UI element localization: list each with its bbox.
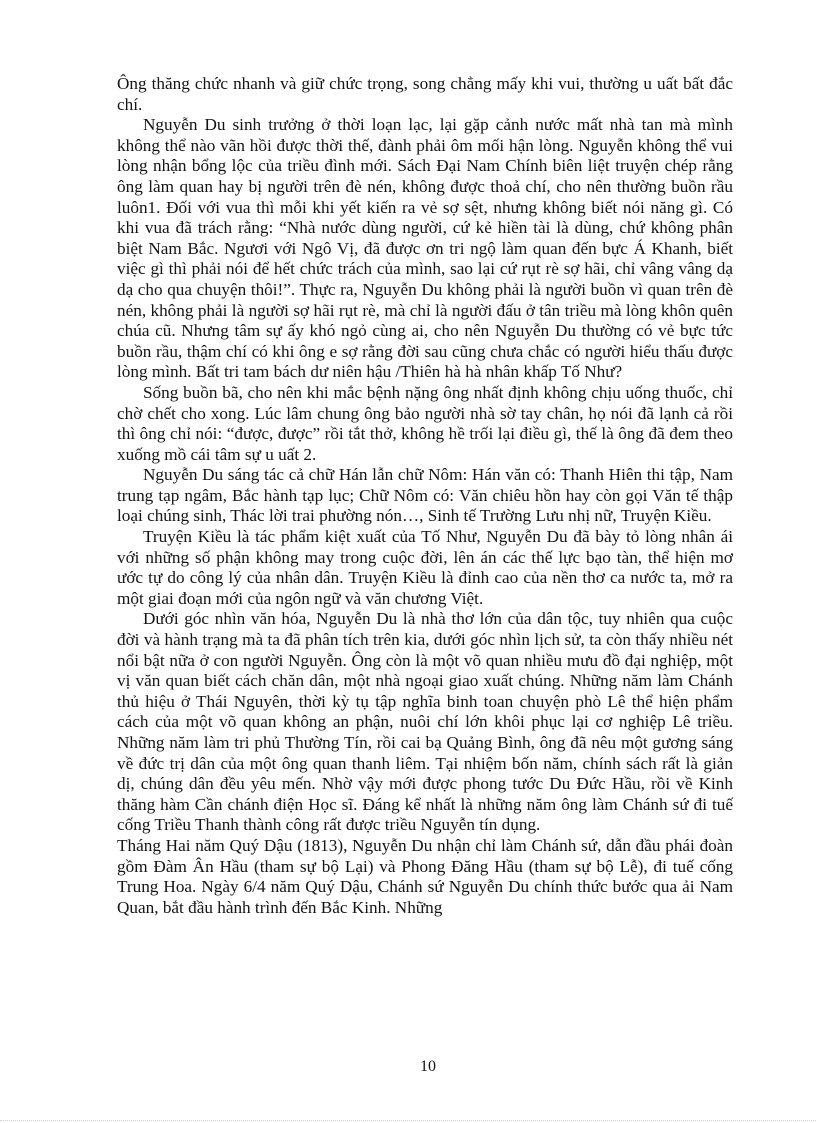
paragraph-embassy: Tháng Hai năm Quý Dậu (1813), Nguyễn Du nhận chỉ làm Chánh sứ, dẫn đầu phái đoàn gồm Đàm Ân Hầu (tham sự bộ Lại) và Phong Đăng Hầu (tham sự bộ Lễ), đi tuế cống Trung Hoa. Ngày 6/4 năm Quý Dậu, Chánh sứ Nguyễn Du chính thức bước qua ải Nam Quan, bắt đầu hành trình đến Bắc Kinh. Những bbox=[117, 835, 733, 917]
page-number: 10 bbox=[420, 1058, 436, 1075]
paragraph-cultural-view: Dưới góc nhìn văn hóa, Nguyễn Du là nhà thơ lớn của dân tộc, tuy nhiên qua cuộc đời và hành trạng mà ta đã phân tích trên kia, dưới góc nhìn lịch sử, ta còn thấy nhiều nét nổi bật nữa ở con người Nguyễn. Ông còn là một võ quan nhiều mưu đồ đại nghiệp, một vị văn quan biết cách chăn dân, một nhà ngoại giao xuất chúng. Những năm làm Chánh thủ hiệu ở Thái Nguyên, thời kỳ tụ tập nghĩa binh toan chuyện phò Lê thể hiện phẩm cách của một võ quan không an phận, nuôi chí lớn khôi phục lại cơ nghiệp Lê triều. Những năm làm tri phủ Thường Tín, rồi cai bạ Quảng Bình, ông đã nêu một gương sáng về đức trị dân của một ông quan thanh liêm. Tại nhiệm bốn năm, chính sách rất là giản dị, chúng dân đều yêu mến. Nhờ vậy mới được phong tước Du Đức Hầu, rồi về Kinh thăng hàm Cần chánh điện Học sĩ. Đáng kể nhất là những năm ông làm Chánh sứ đi tuế cống Triều Thanh thành công rất được triều Nguyễn tín dụng. bbox=[117, 609, 733, 835]
paragraph-truyen-kieu: Truyện Kiều là tác phẩm kiệt xuất của Tố Như, Nguyễn Du đã bày tỏ lòng nhân ái với những số phận không may trong cuộc đời, lên án các thế lực bạo tàn, thể hiện mơ ước tự do công lý của nhân dân. Truyện Kiều là đỉnh cao của nền thơ ca nước ta, mở ra một giai đoạn mới của ngôn ngữ và văn chương Việt. bbox=[117, 527, 733, 608]
paragraph-continuation: Ông thăng chức nhanh và giữ chức trọng, song chẳng mấy khi vui, thường u uất bất đắc chí. bbox=[117, 74, 733, 114]
document-body bbox=[117, 74, 733, 918]
paragraph-works: Nguyễn Du sáng tác cả chữ Hán lẫn chữ Nôm: Hán văn có: Thanh Hiên thi tập, Nam trung tạp ngâm, Bắc hành tạp lục; Chữ Nôm có: Văn chiêu hồn hay còn gọi Văn tế thập loại chúng sinh, Thác lời trai phường nón…, Sinh tế Trường Lưu nhị nữ, Truyện Kiều. bbox=[117, 465, 733, 526]
paragraph-exile-sorrow: Nguyễn Du sinh trưởng ở thời loạn lạc, lại gặp cảnh nước mất nhà tan mà mình không thể nào vãn hồi được thời thế, đành phải ôm mối hận lòng. Nguyễn không thể vui lòng nhận bổng lộc của triều đình mới. Sách Đại Nam Chính biên liệt truyện chép rằng ông làm quan hay bị người trên đè nén, không được thoả chí, cho nên thường buồn rầu luôn1. Đối với vua thì mỗi khi yết kiến ra vẻ sợ sệt, nhưng không biết nói năng gì. Có khi vua đã trách rằng: “Nhà nước dùng người, cứ kẻ hiền tài là dùng, chứ không phân biệt Nam Bắc. Ngươi với Ngô Vị, đã được ơn tri ngộ làm quan đến bực Á Khanh, biết việc gì thì phải nói để hết chức trách của mình, sao lại cứ rụt rè sợ hãi, chỉ vâng vâng dạ dạ cho qua chuyện thôi!”. Thực ra, Nguyễn Du không phải là người buồn vì quan trên đè nén, không phải là người sợ hãi rụt rè, mà chỉ là người đấu ở tân triều mà lòng khôn quên chúa cũ. Nhưng tâm sự ấy khó ngỏ cùng ai, cho nên Nguyễn Du thường có vẻ bực tức buồn rầu, thậm chí có khi ông e sợ rằng đời sau cũng chưa chắc có người hiểu thấu được lòng mình. Bất tri tam bách dư niên hậu /Thiên hà hà nhân khấp Tố Như? bbox=[117, 115, 733, 382]
page-bottom-divider bbox=[0, 1120, 816, 1121]
paragraph-death: Sống buồn bã, cho nên khi mắc bệnh nặng ông nhất định không chịu uống thuốc, chỉ chờ chết cho xong. Lúc lâm chung ông bảo người nhà sờ tay chân, họ nói đã lạnh cả rồi thì ông chỉ nói: “được, được” rồi tắt thở, không hề trối lại điều gì, thế là ông đã đem theo xuống mồ cái tâm sự u uất 2. bbox=[117, 382, 733, 464]
